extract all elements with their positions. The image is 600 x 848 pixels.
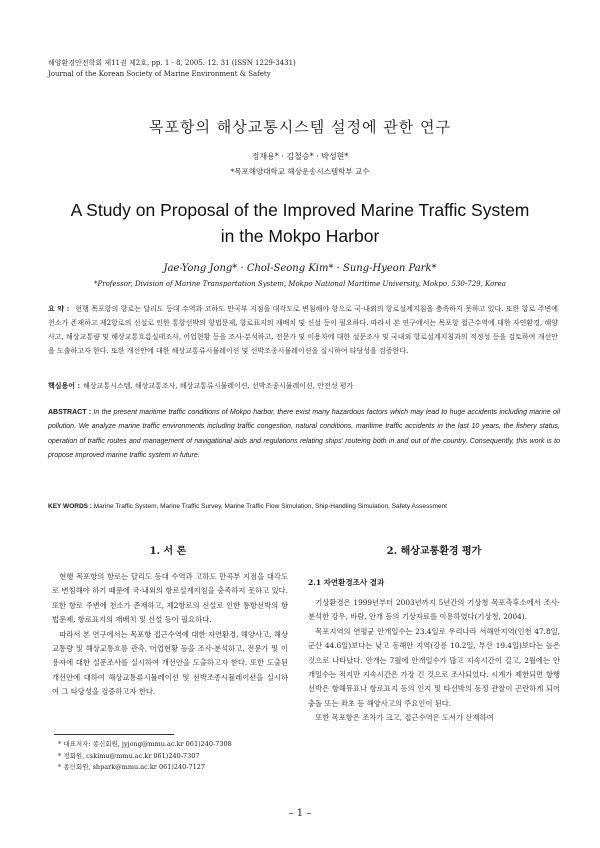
affiliation-english: *Professor, Division of Marine Transportation System, Mokpo National Maritime University, Mokpo, 530-729, Korea: [94, 280, 506, 288]
section-heading-introduction: 1. 서 론: [149, 546, 187, 557]
title-korean: 목포항의 해상교통시스템 설정에 관한 연구: [149, 118, 451, 136]
keywords-korean-text: 해상교통시스템, 해상교통조사, 해상교통류시뮬레이션, 선박조종시뮬레이션, 안전성 평가: [83, 382, 354, 390]
title-english: [0, 197, 600, 249]
column-right-body: [308, 596, 560, 726]
subsection-heading-natural-environment: 2.1 자연환경조사 결과: [308, 578, 385, 587]
title-english-line1: A Study on Proposal of the Improved Marine Traffic System: [70, 200, 530, 220]
column-left-body: [52, 570, 288, 700]
keywords-korean-label: 핵심용어 :: [48, 381, 81, 390]
journal-name: Journal of the Korean Society of Marine Environment & Safety: [48, 70, 271, 78]
paragraph: 따라서 본 연구에서는 목포항 접근수역에 대한 자연환경, 해양사고, 해상교통량 및 해상교통흐름 관측, 어업현황 등을 조사·분석하고, 전문가 및 이용자에 대한 설문조사를 실시하여 개선안을 도출하고자 한다. 또한 도출된 개선안에 대하여 해상교통류시뮬레이션 및 선박조종시뮬레이션을 실시하여 그 타당성을 검증하고자 한다.: [52, 629, 288, 697]
footnote: * 종신회원, shpark@mmu.ac.kr 061)240-7127: [58, 763, 206, 771]
abstract-korean-text: 현행 목포항의 항로는 달리도 등대 수역과 고하도 만곡부 지점을 대각도로 변침해야 항으로 국·내외의 항로설계지침을 충족하지 못하고 있다. 또한 항로 주변에 천소가 존재하고 제2항로의 신설로 인한 통항선박의 항법문제, 항로표지의 재배치 및 신설 등이 필요하다. 따라서 본 연구에서는 목포항 접근수역에 대한 자연환경, 해양사고, 해상교통량 및 해상교통흐름실태조사, 어업현황 등을 조사·분석하고, 전문가 및 이용자에 대한 설문조사 및 국내외 항로설계지침과의 적정성 등을 검토하여 개선안을 도출하고자 한다. 또한 개선안에 대한 해상교통류시뮬레이션 및 선박조종시뮬레이션을 실시하여 타당성을 검증한다.: [48, 305, 559, 355]
affiliation-korean: *목포해양대학교 해상운송시스템학부 교수: [230, 167, 370, 176]
paragraph: 기상환경은 1999년부터 2003년까지 5년간의 기상청 목포측후소에서 조사·분석한 강우, 바람, 안개 등의 기상자료를 이용하였다(기상청, 2004).: [308, 598, 560, 622]
paragraph: 또한 목포항은 조차가 크고, 접근수역은 도서가 산재하여: [315, 713, 494, 723]
keywords-english: [48, 503, 568, 510]
section-heading-traffic-environment: 2. 해상교통환경 평가: [386, 546, 482, 557]
abstract-korean: [48, 302, 558, 358]
abstract-english-label: ABSTRACT :: [48, 409, 92, 416]
keywords-english-label: KEY WORDS :: [48, 503, 92, 510]
title-english-line2: in the Mokpo Harbor: [220, 226, 380, 246]
footnotes: [58, 739, 232, 774]
paragraph: 목포지역의 연평균 안개일수는 23.4일로 우리나라 서해안지역(인천 47.8일, 군산 44.6일)보다는 낮고 동해안 지역(강릉 10.2일, 부산 19.4일)보다는 높은 것으로 나타났다. 안개는 7월에 안개일수가 많고 지속시간이 길고, 2월에는 안개일수는 적지만 지속시간은 가장 긴 것으로 조사되었다. 시계가 제한되면 항행선박은 항해뮤표나 항로표지 등의 인지 및 타선박의 동정 관찰이 곤란하게 되어 충돌 또는 좌초 등 해양사고의 주요인이 된다.: [308, 626, 560, 708]
footnote: * 정회원, cskimu@mmu.ac.kr 061)240-7307: [58, 751, 200, 760]
keywords-korean: [48, 381, 558, 391]
abstract-english: [48, 406, 560, 463]
paragraph: 현행 목포항의 항로는 달리도 등대 수역과 고하도 만곡부 지점을 대각도로 변침해야 하기 때문에 국·내외의 항로설계지침을 충족하지 못하고 있다. 또한 항로 주변에 천소가 존재하고, 제2항로의 신설로 인한 통항선박의 항법문제, 항로표지의 재배치 및 신설 등이 필요하다.: [52, 572, 288, 625]
footnote-divider: [54, 734, 174, 735]
footnote: * 대표저자: 종신회원, jyjong@mmu.ac.kr 061)240-7308: [58, 740, 232, 748]
journal-citation: 해양환경안전학회 제11권 제2호, pp. 1 - 8, 2005. 12. 31 (ISSN 1229-3431): [48, 59, 296, 67]
abstract-korean-label: 요 약 :: [48, 304, 70, 313]
keywords-english-text: Marine Traffic System, Marine Traffic Survey, Marine Traffic Flow Simulation, Ship-Handling Simulation, Safety Assessment: [93, 503, 447, 510]
authors-english: Jae-Yong Jong* · Chol-Seong Kim* · Sung-Hyeon Park*: [163, 263, 437, 274]
abstract-english-text: In the present maritime traffic conditions of Mokpo harbor, there exist many hazardous factors which may lead to huge accidents including marine oil pollution. We analyze marine traffic environments including traffic congestion, natural conditions, maritime traffic accidents in the last 10 years, the fishery status, operation of traffic routes and management of navigational aids and regulations relating ships' routeing both in and out of the country. Consequently, this work is to propose improved marine traffic system in future.: [48, 409, 561, 459]
authors-korean: 정재용* · 김철승* · 박성현*: [251, 152, 349, 161]
page-number: – 1 –: [288, 808, 312, 819]
